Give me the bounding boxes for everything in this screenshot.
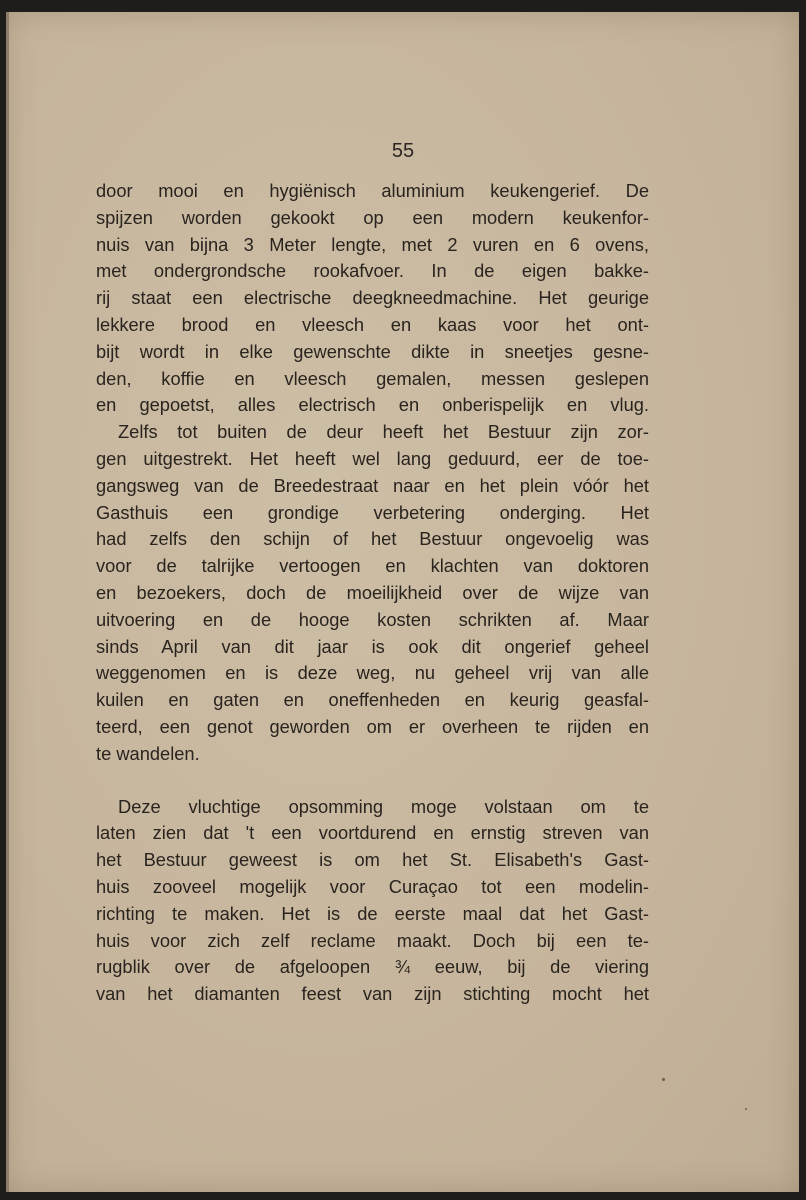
text-line: van het diamanten feest van zijn stichting mocht het	[96, 983, 649, 1005]
text-line: Gasthuis een grondige verbetering onderging. Het	[96, 501, 649, 523]
text-line: sinds April van dit jaar is ook dit ongerief geheel	[96, 635, 649, 657]
page-edge	[6, 12, 9, 1192]
text-line: Deze vluchtige opsomming moge volstaan om te	[118, 795, 649, 817]
text-line: gen uitgestrekt. Het heeft wel lang geduurd, eer de toe-	[96, 447, 649, 469]
text-line: voor de talrijke vertoogen en klachten van doktoren	[96, 555, 649, 577]
paper-speck	[662, 1078, 665, 1081]
text-line: rugblik over de afgeloopen ¾ eeuw, bij de viering	[96, 956, 649, 978]
text-line: teerd, een genot geworden om er overheen te rijden en	[96, 715, 649, 737]
text-line: met ondergrondsche rookafvoer. In de eigen bakke-	[96, 260, 649, 282]
text-line: nuis van bijna 3 Meter lengte, met 2 vuren en 6 ovens,	[96, 233, 649, 255]
text-line: rij staat een electrische deegkneedmachine. Het geurige	[96, 287, 649, 309]
text-line: kuilen en gaten en oneffenheden en keurig geasfal-	[96, 689, 649, 711]
text-line: weggenomen en is deze weg, nu geheel vrij van alle	[96, 662, 649, 684]
paragraph-gap	[96, 768, 649, 794]
text-line: had zelfs den schijn of het Bestuur ongevoelig was	[96, 528, 649, 550]
text-line: gangsweg van de Breedestraat naar en het plein vóór het	[96, 474, 649, 496]
text-line: te wandelen.	[96, 742, 200, 764]
text-line: uitvoering en de hooge kosten schrikten af. Maar	[96, 608, 649, 630]
text-line: door mooi en hygiënisch aluminium keukengerief. De	[96, 180, 649, 201]
text-line: het Bestuur geweest is om het St. Elisabeth's Gast-	[96, 849, 649, 871]
text-line: en gepoetst, alles electrisch en onberispelijk en vlug.	[96, 394, 649, 416]
text-line: bijt wordt in elke gewenschte dikte in sneetjes gesne-	[96, 340, 649, 362]
text-line: en bezoekers, doch de moeilijkheid over de wijze van	[96, 581, 649, 603]
text-line: spijzen worden gekookt op een modern keukenfor-	[96, 206, 649, 228]
text-line: laten zien dat 't een voortdurend en ernstig streven van	[96, 822, 649, 844]
text-line: Zelfs tot buiten de deur heeft het Bestuur zijn zor-	[118, 421, 649, 443]
page-number: 55	[391, 140, 415, 162]
text-line: richting te maken. Het is de eerste maal dat het Gast-	[96, 902, 649, 924]
text-line: lekkere brood en vleesch en kaas voor het ont-	[96, 313, 649, 335]
paper-speck	[745, 1108, 747, 1110]
text-line: huis voor zich zelf reclame maakt. Doch bij een te-	[96, 929, 649, 951]
page-body-text	[96, 178, 649, 1008]
text-line: huis zooveel mogelijk voor Curaçao tot een modelin-	[96, 875, 649, 897]
text-line: den, koffie en vleesch gemalen, messen geslepen	[96, 367, 649, 389]
